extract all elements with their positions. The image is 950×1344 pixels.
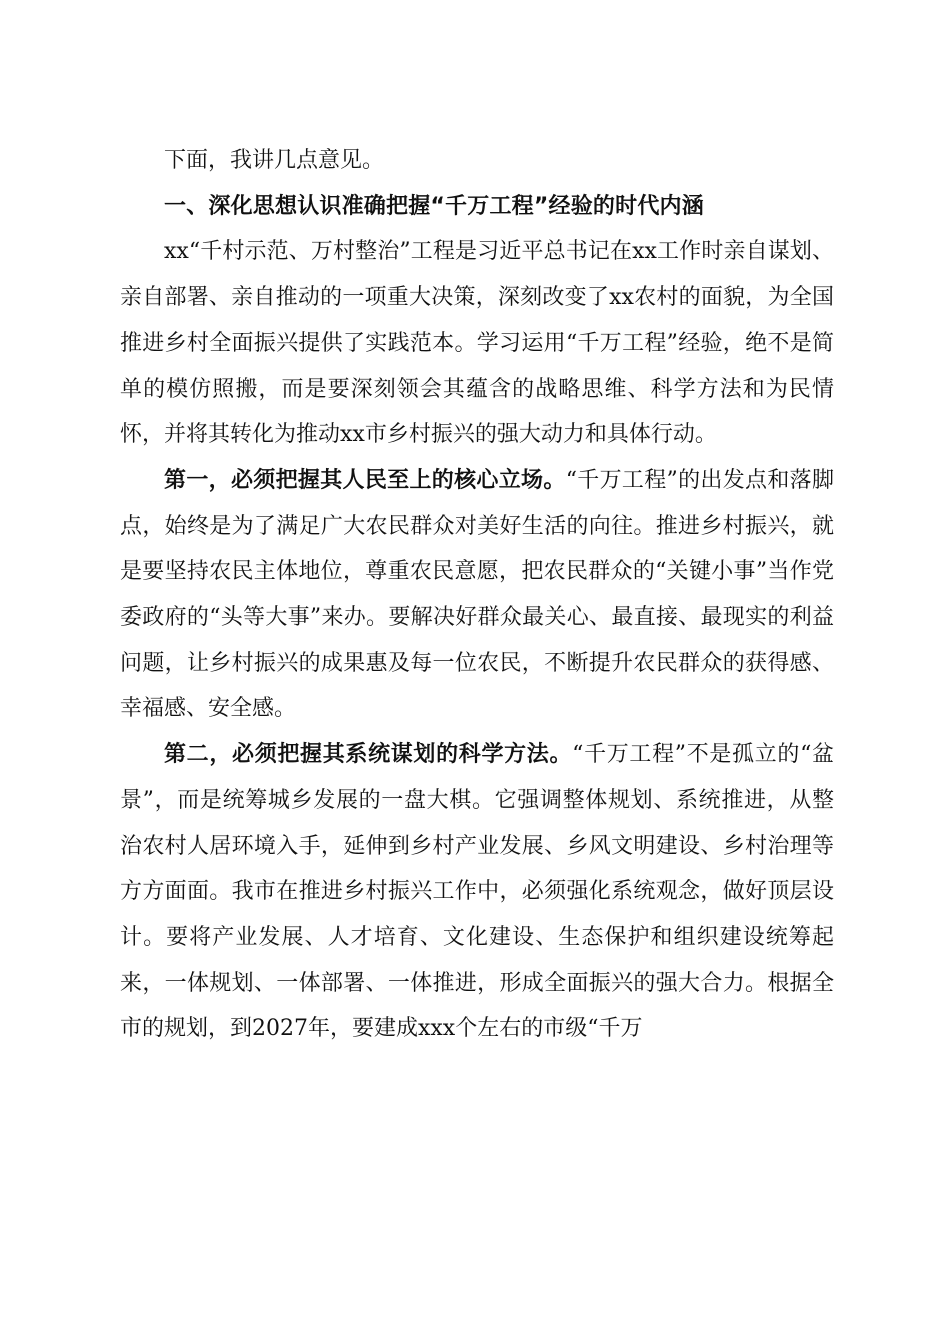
paragraph-point-one bbox=[120, 458, 834, 732]
section-heading: 一、深化思想认识准确把握“千万工程”经验的时代内涵 bbox=[164, 193, 704, 219]
point-one-lead: 第一，必须把握其人民至上的核心立场。 bbox=[164, 467, 566, 493]
intro-paragraph: 下面，我讲几点意见。 bbox=[164, 148, 385, 173]
point-two-lead: 第二，必须把握其系统谋划的科学方法。 bbox=[164, 742, 573, 768]
point-two-body: “千万工程”不是孤立的“盆景”，而是统筹城乡发展的一盘大棋。它强调整体规划、系统推进，从整治农村人居环境入手，延伸到乡村产业发展、乡风文明建设、乡村治理等方方面面。我市在推进乡村振兴工作中，必须强化系统观念，做好顶层设计。要将产业发展、人才培育、文化建设、生态保护和组织建设统筹起来，一体规划、一体部署、一体推进，形成全面振兴的强大合力。根据全市的规划，到2027年，要建成xxx个左右的市级“千万 bbox=[120, 742, 834, 1042]
paragraph-point-two bbox=[120, 732, 834, 1052]
document-body bbox=[120, 138, 834, 1052]
paragraph-overview: xx“千村示范、万村整治”工程是习近平总书记在xx工作时亲自谋划、亲自部署、亲自推动的一项重大决策，深刻改变了xx农村的面貌，为全国推进乡村全面振兴提供了实践范本。学习运用“千万工程”经验，绝不是简单的模仿照搬，而是要深刻领会其蕴含的战略思维、科学方法和为民情怀，并将其转化为推动xx市乡村振兴的强大动力和具体行动。 bbox=[120, 239, 834, 448]
point-one-body: “千万工程”的出发点和落脚点，始终是为了满足广大农民群众对美好生活的向往。推进乡村振兴，就是要坚持农民主体地位，尊重农民意愿，把农民群众的“关键小事”当作党委政府的“头等大事”来办。要解决好群众最关心、最直接、最现实的利益问题，让乡村振兴的成果惠及每一位农民，不断提升农民群众的获得感、幸福感、安全感。 bbox=[120, 467, 834, 722]
